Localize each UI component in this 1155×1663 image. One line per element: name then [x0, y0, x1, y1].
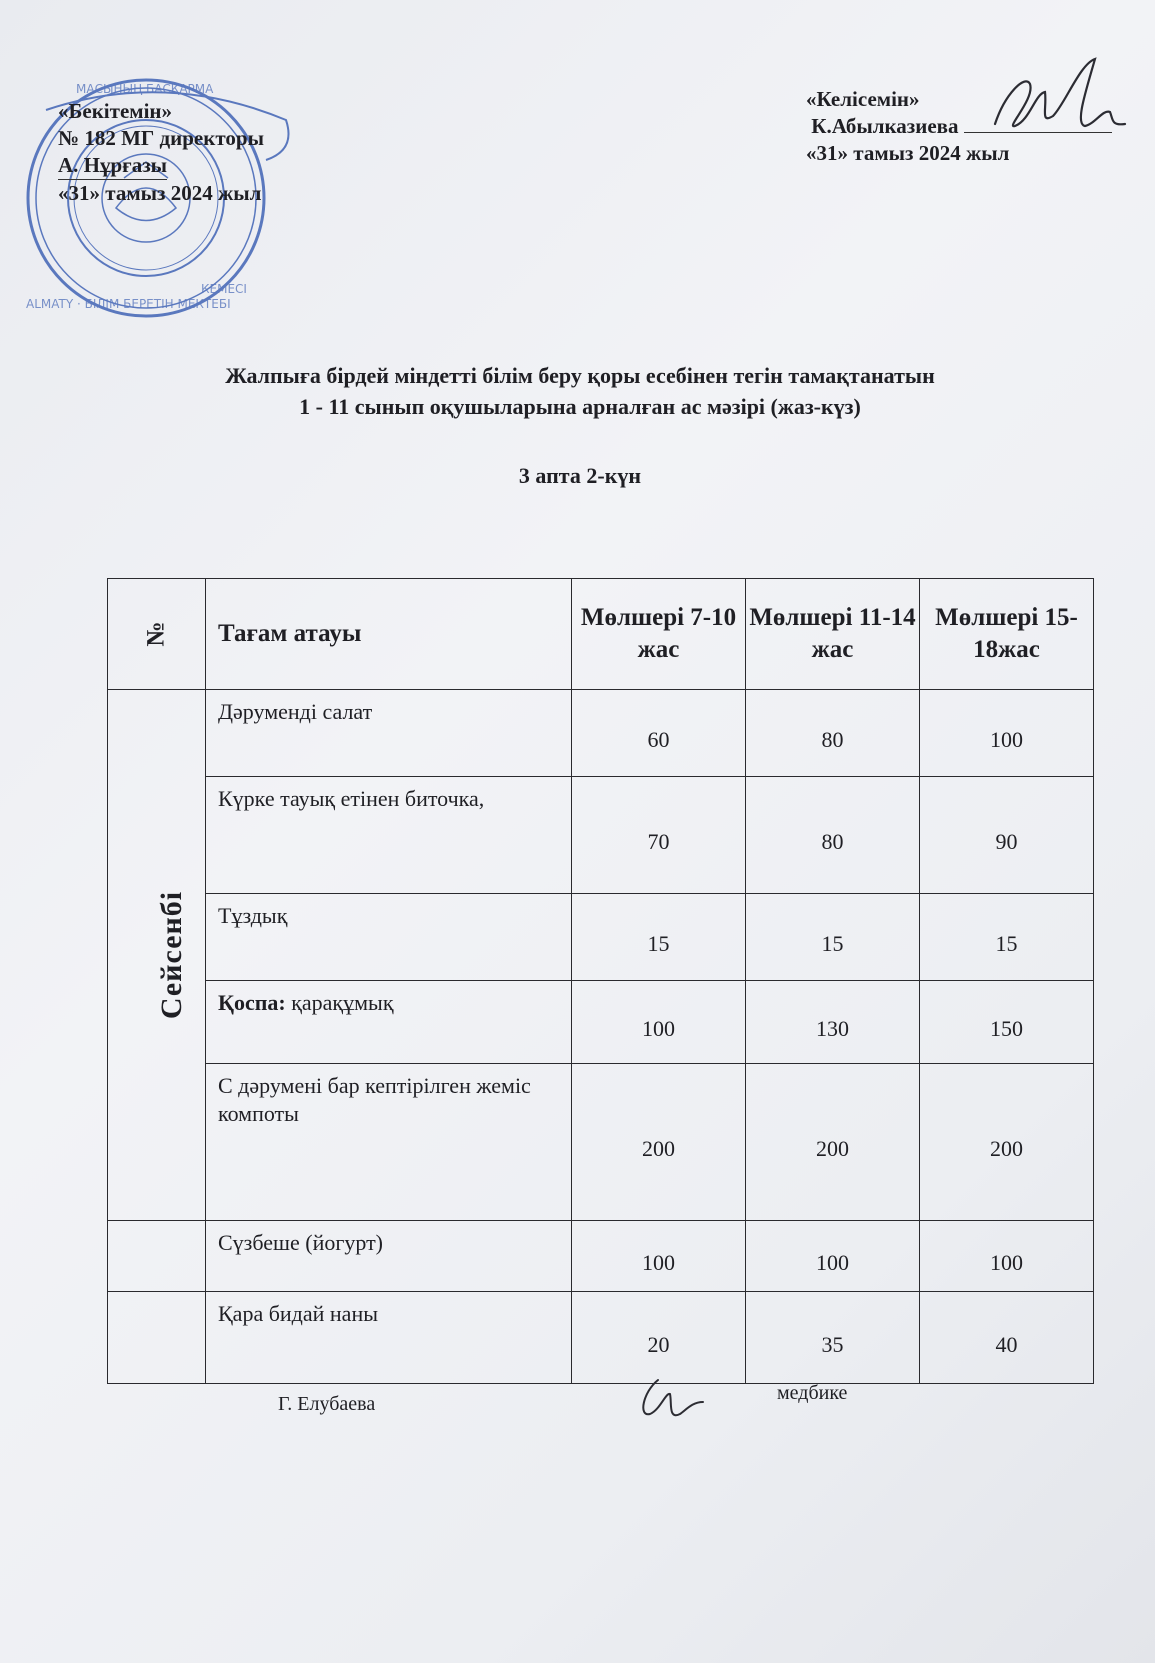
portion-15-18: 150 [920, 981, 1094, 1064]
table-row [108, 894, 1094, 981]
table-row [108, 981, 1094, 1064]
header-number: № [108, 579, 206, 690]
empty-day-cell [108, 1292, 206, 1384]
header-portion-7-10: Мөлшері 7-10 жас [572, 579, 746, 690]
dish-prefix: Қоспа: [218, 990, 286, 1015]
approval-position: № 182 МГ директоры [58, 126, 264, 150]
portion-11-14: 15 [746, 894, 920, 981]
portion-11-14: 80 [746, 777, 920, 894]
dish-name: Сүзбеше (йогурт) [206, 1221, 572, 1292]
approval-date: «31» тамыз 2024 жыл [58, 181, 262, 205]
dish-name: Қара бидай наны [206, 1292, 572, 1384]
header-portion-15-18: Мөлшері 15-18жас [920, 579, 1094, 690]
day-label: Сейсенбі [155, 890, 189, 1020]
portion-7-10: 70 [572, 777, 746, 894]
agreement-heading: «Келісемін» [806, 87, 920, 111]
table-row [108, 690, 1094, 777]
document-title [60, 360, 1100, 422]
portion-7-10: 20 [572, 1292, 746, 1384]
svg-text:МАСЫНЫҢ БАСҚАРМА: МАСЫНЫҢ БАСҚАРМА [76, 82, 214, 96]
title-line-1: Жалпыға бірдей міндетті білім беру қоры есебінен тегін тамақтанатын [225, 363, 935, 388]
svg-text:ALMATY · БІЛІМ БЕРЕТІН МЕКТЕБІ: ALMATY · БІЛІМ БЕРЕТІН МЕКТЕБІ [26, 297, 231, 311]
table-row [108, 1292, 1094, 1384]
portion-7-10: 100 [572, 981, 746, 1064]
portion-11-14: 100 [746, 1221, 920, 1292]
table-header-row [108, 579, 1094, 690]
agreement-name: К.Абылказиева [811, 114, 959, 138]
agreement-date: «31» тамыз 2024 жыл [806, 141, 1010, 165]
dish-name: Тұздық [206, 894, 572, 981]
svg-text:КЕМЕСІ: КЕМЕСІ [201, 282, 247, 296]
nurse-name: Г. Елубаева [278, 1393, 376, 1415]
nurse-signature [628, 1372, 708, 1427]
empty-day-cell [108, 1221, 206, 1292]
portion-7-10: 15 [572, 894, 746, 981]
portion-15-18: 90 [920, 777, 1094, 894]
portion-11-14: 200 [746, 1064, 920, 1221]
dish-name: Күрке тауық етінен биточка, [206, 777, 572, 894]
dish-name [206, 981, 572, 1064]
portion-15-18: 15 [920, 894, 1094, 981]
portion-11-14: 35 [746, 1292, 920, 1384]
portion-15-18: 100 [920, 1221, 1094, 1292]
table-row [108, 1064, 1094, 1221]
director-signature [985, 54, 1135, 149]
portion-7-10: 200 [572, 1064, 746, 1221]
portion-15-18: 100 [920, 690, 1094, 777]
week-day-label: 3 апта 2-күн [518, 463, 642, 488]
portion-15-18: 40 [920, 1292, 1094, 1384]
day-cell [108, 690, 206, 1221]
approval-heading: «Бекітемін» [58, 99, 173, 123]
header-dish-name: Тағам атауы [206, 579, 572, 690]
portion-7-10: 100 [572, 1221, 746, 1292]
approval-name: А. Нұрғазы [58, 152, 167, 180]
header-portion-11-14: Мөлшері 11-14 жас [746, 579, 920, 690]
table-row [108, 1221, 1094, 1292]
menu-table [107, 578, 1094, 1384]
portion-11-14: 80 [746, 690, 920, 777]
portion-15-18: 200 [920, 1064, 1094, 1221]
portion-11-14: 130 [746, 981, 920, 1064]
dish-name-text: қарақұмық [291, 990, 394, 1015]
table-row [108, 777, 1094, 894]
approval-block [58, 98, 264, 207]
nurse-role: медбике [777, 1382, 848, 1404]
title-line-2: 1 - 11 сынып оқушыларына арналған ас мәзірі (жаз-күз) [299, 394, 861, 419]
dish-name: Дәруменді салат [206, 690, 572, 777]
dish-name: С дәрумені бар кептірілген жеміс компоты [206, 1064, 572, 1221]
portion-7-10: 60 [572, 690, 746, 777]
